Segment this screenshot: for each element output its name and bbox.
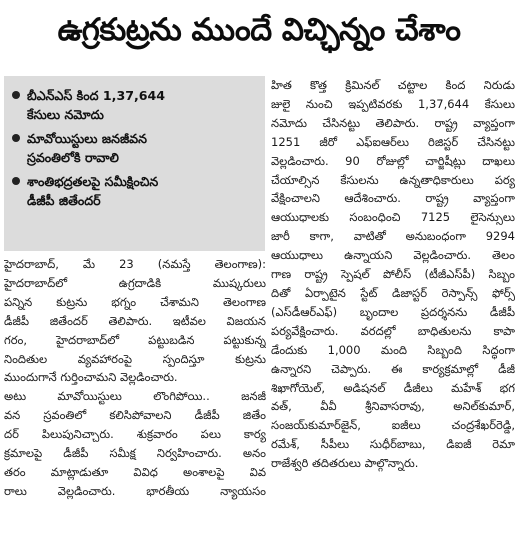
article-line: రాలు వెల్లడించారు. భారతీయ న్యాయసం [4,483,266,498]
article-line: దర్ పిలుపునిచ్చారు. శుక్రవారం పలు కార్య [4,427,266,442]
article-line: వన స్రవంతిలో కలిసిపోవాలని డీజీపీ జితేం [4,408,266,423]
article-line: ఉన్నారని చెప్పారు. ఈ కార్యక్రమాల్లో డీజీ [271,361,515,376]
article-line: హిత కొత్త క్రిమినల్ చట్టాల కింద నిరుడు [271,78,515,92]
article-line: వెల్లడించారు. 90 రోజుల్లో చార్జిషీట్లు దాఖలు [271,153,515,168]
article-line: డేందుకు 1,000 మంది సిబ్బంది సిద్ధంగా [271,342,515,357]
highlight-item [12,86,259,124]
article-line: ఆయుధాలు ఉన్నాయని వెల్లడించారు. తెలం [271,248,515,263]
article-line: క్రమాలపై డీజీపీ సమీక్ష నిర్వహించారు. అనం [4,446,266,461]
article-line: పర్యవేక్షించారు. వరదల్లో బాధితులను కాపా [271,323,515,338]
highlight-item [12,129,259,167]
article-line: వత్, వీవీ శ్రీనివాసరావు, అనిల్‌కుమార్, [271,399,515,414]
bullet-icon [12,91,20,99]
article-line: శిఖాగోయెల్, అడిషనల్ డీజీలు మహేశ్ భగ [271,380,515,395]
article-line: సంజయ్‌కుమార్‌జైన్, ఐజీలు చంద్రశేఖర్‌రెడ్డి, [271,418,515,433]
article-line: నిందితుల వ్యవహారంపై స్పందిస్తూ కుట్రను [4,351,266,366]
article-right-column [271,76,515,473]
article-left-column [4,255,266,501]
article-line: 1251 జీరో ఎఫ్ఐఆర్‌లు రిజిస్టర్ చేసినట్టు [271,134,515,149]
highlight-text: బీఎన్‌ఎస్ కింద 1,37,644 కేసులు నమోదు [27,88,166,122]
dateline: హైదరాబాద్, మే 23 (నమస్తే తెలంగాణ): [4,257,266,271]
article-line: ఆయుధాలకు సంబంధించి 7125 లైసెన్సులు [271,210,515,225]
article-line: నమోదు చేసినట్టు తెలిపారు. రాష్ట్ర వ్యాప్తంగా [271,115,515,130]
article-line: డీజీపీ జితేందర్ తెలిపారు. ఇటీవల విజయన [4,313,266,328]
article-line: తరం మాట్లాడుతూ వివిధ అంశాలపై వివ [4,464,266,479]
article-line: ముందుగానే గుర్తించామని వెల్లడించారు. [4,370,178,385]
article-line: (ఎస్‌డీఆర్ఎఫ్) బృందాల ప్రదర్శనను డీజీపీ [271,304,515,319]
article-line: దితో ఏర్పాటైన స్టేట్ డిజాస్టర్ రెస్పాన్స్ ఫోర్స్ [271,285,515,300]
article-line: రమేశ్, సీపీలు సుధీర్‌బాబు, డిఐజీ రెమా [271,437,515,452]
article-line: గాణ రాష్ట్ర స్పెషల్ పోలీస్ (టీజీఎస్‌పీ) సిబ్బం [271,267,515,282]
article-line: వేక్షించాలని ఆదేశించారు. రాష్ట్ర వ్యాప్తంగా [271,191,515,206]
highlight-text: శాంతిభద్రతలపై సమీక్షించిన డీజీపీ జితేందర్ [27,174,159,208]
bullet-icon [12,134,20,142]
article-line: పన్నిన కుట్రను భగ్నం చేశామని తెలంగాణ [4,294,266,309]
article-line: హైదరాబాద్‌లో ఉగ్రదాడికి ముష్కరులు [4,275,266,290]
bullet-icon [12,177,20,185]
article-line: జారీ కాగా, వాటితో అనుబంధంగా 9294 [271,229,515,244]
article-line: రాజేశ్వరి తదితరులు పాల్గొన్నారు. [271,456,419,471]
article-line: గరం, హైదరాబాద్‌లో పట్టుబడిన పట్టుకున్న [4,332,266,347]
highlights-box [4,76,265,251]
highlight-item [12,172,259,210]
article-line: చేయాల్సిన కేసులను ఉన్నతాధికారులు పర్య [271,172,515,187]
article-line: జులై నుంచి ఇప్పటివరకు 1,37,644 కేసులు [271,96,515,111]
headline: ఉగ్రకుట్రను ముందే విచ్ఛిన్నం చేశాం [57,12,461,48]
article-line: అటు మావోయిస్టులు లొంగిపోయి.. జనజీ [4,389,266,404]
highlight-text: మావోయిస్టులు జనజీవన స్రవంతిలోకి రావాలి [27,131,147,165]
